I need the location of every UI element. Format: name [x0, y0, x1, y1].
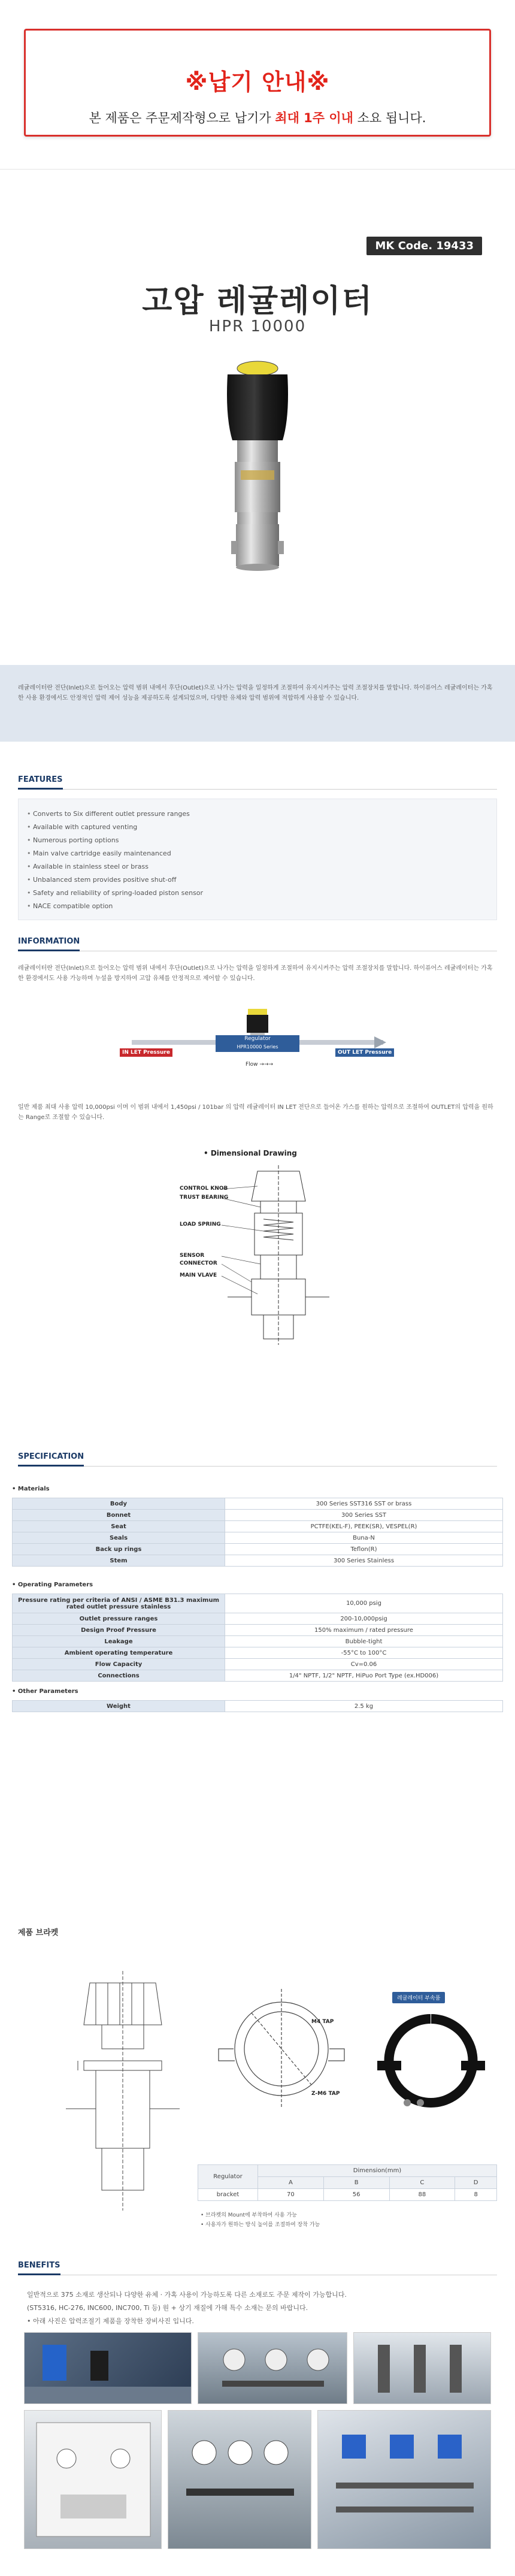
benefits-heading	[18, 2258, 497, 2275]
drawing-label-main-valve: MAIN VLAVE	[180, 1272, 217, 1278]
table-row	[13, 1521, 503, 1532]
notice-divider	[0, 169, 515, 170]
equipment-photo-3-graphic	[354, 2333, 491, 2404]
feature-item: • Numerous porting options	[27, 834, 496, 847]
spec-value: Bubble-tight	[225, 1636, 503, 1647]
bracket-col-a: A	[258, 2177, 324, 2189]
spec-value: Cv=0.06	[225, 1659, 503, 1670]
spec-key: Seat	[13, 1521, 225, 1532]
information-heading-label: INFORMATION	[18, 937, 80, 951]
information-text-2: 일반 제품 최대 사용 압력 10,000psi 이며 이 범위 내에서 1,450psi / 101bar 의 압력 레귤레이터 IN LET 전단으로 들어온 가스를 원하는 압력으로 조절하여 OUTLET의 압력을 원하는 Range로 조절할 수 있습니다.	[18, 1104, 493, 1121]
dimensional-drawing-title: • Dimensional Drawing	[204, 1149, 297, 1157]
table-row	[13, 1670, 503, 1682]
bracket-side-drawing	[54, 1971, 192, 2217]
flow-regulator-box	[216, 1035, 299, 1052]
table-row	[13, 1594, 503, 1613]
notice-title: ※납기 안내※	[185, 69, 330, 95]
spec-key: Outlet pressure ranges	[13, 1613, 225, 1625]
spec-value: Teflon(R)	[225, 1544, 503, 1555]
information-text-1: 레귤레이터란 전단(Inlet)으로 들어오는 압력 범위 내에서 후단(Outlet)으로 나가는 압력을 일정하게 조절하여 유지시켜주는 압력 조절장치를 말합니다. 하이퓨어스 레귤레이터는 가혹한 환경에서도 사용 가능하며 누설을 방지하여 고압 유체를 안정적으로 제어할 수 있습니다.	[18, 965, 493, 982]
spec-key: Leakage	[13, 1636, 225, 1647]
feature-item: • Available with captured venting	[27, 821, 496, 834]
bracket-note-1: • 브라켓의 Mount에 부착하여 사용 가능	[201, 2212, 297, 2218]
drawing-label-control-knob: CONTROL KNOB	[180, 1186, 228, 1192]
equipment-photo-4	[24, 2410, 162, 2549]
spec-key: Connections	[13, 1670, 225, 1682]
table-row	[13, 1555, 503, 1567]
notice-text-before: 본 제품은 주문제작형으로 납기가	[89, 111, 275, 125]
bracket-col-d: D	[455, 2177, 497, 2189]
drawing-label-sensor: SENSOR	[180, 1253, 205, 1259]
spec-value: PCTFE(KEL-F), PEEK(SR), VESPEL(R)	[225, 1521, 503, 1532]
bracket-row-label: bracket	[198, 2189, 258, 2201]
spec-value: 1/4" NPTF, 1/2" NPTF, HiPuo Port Type (ex.HD006)	[225, 1670, 503, 1682]
features-list	[19, 799, 496, 913]
spec-key: Flow Capacity	[13, 1659, 225, 1670]
feature-item: • Unbalanced stem provides positive shut-off	[27, 873, 496, 887]
bracket-photo	[371, 2007, 491, 2115]
notice-text-after: 소요 됩니다.	[353, 111, 426, 125]
feature-item: • NACE compatible option	[27, 900, 496, 913]
notice-box	[24, 29, 491, 137]
specification-heading	[18, 1450, 497, 1467]
operating-table	[12, 1594, 503, 1682]
features-heading	[18, 773, 497, 790]
equipment-photo-4-graphic	[25, 2411, 162, 2549]
flow-regulator-sub: HPR10000 Series	[237, 1044, 278, 1050]
feature-item: • Main valve cartridge easily maintenanced	[27, 847, 496, 860]
table-row	[13, 1498, 503, 1510]
spec-key: Seals	[13, 1532, 225, 1544]
spec-value: 10,000 psig	[225, 1594, 503, 1613]
tap-label-top: M4 TAP	[311, 2019, 334, 2025]
table-row	[13, 1532, 503, 1544]
bracket-col-b: B	[323, 2177, 389, 2189]
equipment-photo-1-graphic	[25, 2333, 192, 2404]
feature-item: • Converts to Six different outlet pressure ranges	[27, 808, 496, 821]
benefit-item: • 아래 사진은 압력조절기 제품을 장착한 장비사진 입니다.	[27, 2317, 194, 2325]
other-table	[12, 1700, 503, 1712]
table-row	[13, 1625, 503, 1636]
bracket-col-c: C	[389, 2177, 455, 2189]
table-row	[13, 1701, 503, 1712]
equipment-photo-2-graphic	[198, 2333, 347, 2404]
flow-regulator-title: Regulator	[244, 1036, 271, 1042]
specification-heading-label: SPECIFICATION	[18, 1452, 84, 1467]
equipment-photo-5-graphic	[168, 2411, 311, 2549]
drawing-label-connector: CONNECTOR	[180, 1260, 217, 1266]
equipment-photo-2	[198, 2332, 347, 2404]
tap-label-bottom: Z-M6 TAP	[311, 2091, 340, 2097]
spec-value: 150% maximum / rated pressure	[225, 1625, 503, 1636]
spec-key: Body	[13, 1498, 225, 1510]
bracket-value-d: 8	[455, 2189, 497, 2201]
features-heading-label: FEATURES	[18, 775, 63, 790]
bracket-dimension-table	[198, 2164, 497, 2201]
flow-label: Flow →→→	[246, 1062, 274, 1068]
intro-band	[0, 665, 515, 742]
benefit-item: 일반적으로 375 소재로 생산되나 다양한 유체 · 가혹 사용이 가능하도록 다른 소재로도 주문 제작이 가능합니다.	[27, 2291, 347, 2299]
notice-text	[26, 108, 489, 126]
bracket-top-drawing	[210, 1977, 365, 2127]
spec-key: Back up rings	[13, 1544, 225, 1555]
bracket-value-b: 56	[323, 2189, 389, 2201]
features-box	[18, 799, 497, 920]
materials-title: • Materials	[12, 1486, 50, 1492]
accessory-badge: 레귤레이터 부속품	[392, 1992, 445, 2003]
spec-value: 300 Series SST316 SST or brass	[225, 1498, 503, 1510]
benefits-text	[27, 2288, 494, 2328]
flow-label-text: Flow	[246, 1062, 258, 1068]
mk-code-badge: MK Code. 19433	[366, 237, 482, 255]
intro-text: 레귤레이터란 전단(Inlet)으로 들어오는 압력 범위 내에서 후단(Outlet)으로 나가는 압력을 일정하게 조절하여 유지시켜주는 압력 조절장치를 말합니다. 하이퓨어스 레귤레이터는 가혹한 사용 환경에서도 안정적인 압력 제어 성능을 제공하도록 설계되었으며, 다양한 유체와 압력 범위에 적합하게 사용할 수 있습니다.	[18, 685, 493, 702]
bracket-value-a: 70	[258, 2189, 324, 2201]
feature-item: • Available in stainless steel or brass	[27, 860, 496, 873]
dimensional-drawing	[180, 1165, 377, 1354]
spec-value: -55°C to 100°C	[225, 1647, 503, 1659]
table-row	[13, 1647, 503, 1659]
feature-item: • Safety and reliability of spring-loaded piston sensor	[27, 887, 496, 900]
spec-value: 300 Series Stainless	[225, 1555, 503, 1567]
table-row	[198, 2189, 497, 2201]
spec-value: 2.5 kg	[225, 1701, 503, 1712]
spec-value: Buna-N	[225, 1532, 503, 1544]
equipment-photo-1	[24, 2332, 192, 2404]
benefits-heading-label: BENEFITS	[18, 2261, 60, 2275]
drawing-label-load-spring: LOAD SPRING	[180, 1222, 221, 1227]
other-title: • Other Parameters	[12, 1688, 78, 1695]
spec-key: Ambient operating temperature	[13, 1647, 225, 1659]
spec-value: 200-10,000psig	[225, 1613, 503, 1625]
product-title: 고압 레귤레이터	[142, 283, 373, 319]
table-row	[13, 1544, 503, 1555]
product-model: HPR 10000	[208, 318, 307, 335]
spec-key: Design Proof Pressure	[13, 1625, 225, 1636]
table-row	[13, 1613, 503, 1625]
equipment-photo-6-graphic	[318, 2411, 491, 2549]
table-row	[13, 1659, 503, 1670]
bracket-value-c: 88	[389, 2189, 455, 2201]
equipment-photo-3	[353, 2332, 491, 2404]
spec-value: 300 Series SST	[225, 1510, 503, 1521]
table-row	[13, 1636, 503, 1647]
flow-outlet-label: OUT LET Pressure	[335, 1048, 394, 1057]
spec-key: Pressure rating per criteria of ANSI / ASME B31.3 maximum rated outlet pressure stainless	[13, 1594, 225, 1613]
bracket-note-2: • 사용자가 원하는 방식 높이를 조절하여 장착 가능	[201, 2222, 320, 2228]
notice-section	[0, 0, 515, 169]
equipment-photo-5	[168, 2410, 311, 2549]
table-row	[13, 1510, 503, 1521]
materials-table	[12, 1498, 503, 1567]
flow-diagram	[120, 1006, 395, 1078]
information-heading	[18, 935, 497, 951]
bracket-header-dimension: Dimension(mm)	[258, 2165, 497, 2177]
benefit-item: (ST5316, HC-276, INC600, INC700, Ti 등) 원 + 상기 재질에 가해 특수 소재는 문의 바랍니다.	[27, 2304, 308, 2312]
operating-title: • Operating Parameters	[12, 1582, 93, 1588]
regulator-product-image	[186, 350, 329, 590]
bracket-header-regulator: Regulator	[198, 2165, 258, 2189]
notice-text-highlight: 최대 1주 이내	[275, 111, 353, 125]
drawing-label-trust-bearing: TRUST BEARING	[180, 1195, 229, 1201]
spec-key: Weight	[13, 1701, 225, 1712]
spec-key: Stem	[13, 1555, 225, 1567]
table-row	[198, 2165, 497, 2177]
equipment-photo-6	[317, 2410, 491, 2549]
flow-inlet-label: IN LET Pressure	[120, 1048, 172, 1057]
spec-key: Bonnet	[13, 1510, 225, 1521]
bracket-title: 제품 브라켓	[18, 1928, 59, 1937]
